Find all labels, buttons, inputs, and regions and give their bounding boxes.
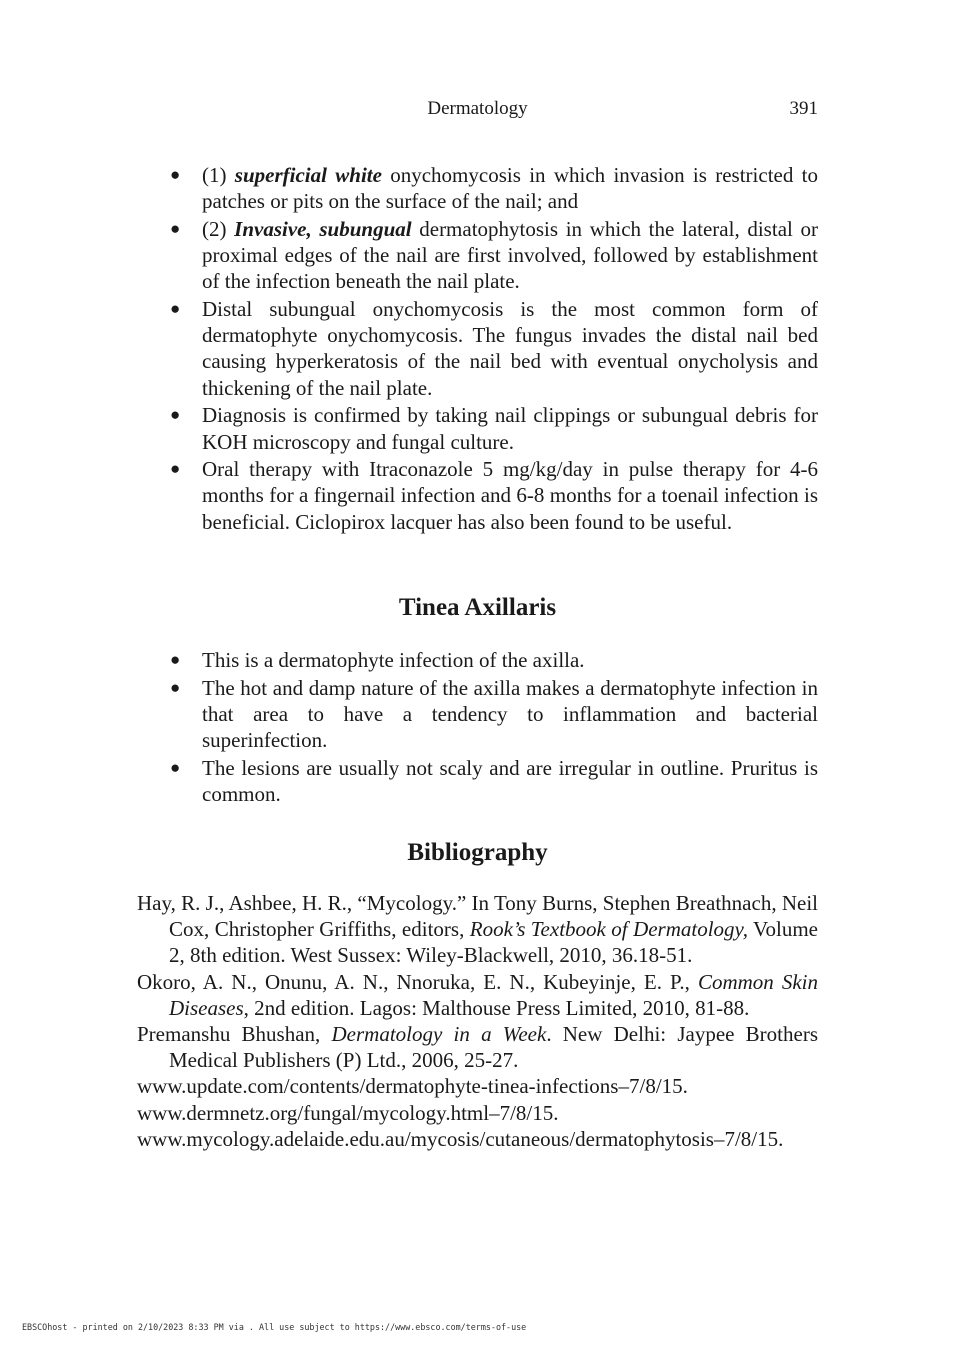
list-item: ● Distal subungual onychomycosis is the most common form of dermatophyte onychomycosis. The fungus invades the distal nail bed causing hyperkeratosis of the nail bed with eventual onycholysis and thickening of the nail plate. [170,297,818,400]
emphasis-term: superficial white [234,163,382,187]
bibliography-url-entry: www.mycology.adelaide.edu.au/mycosis/cutaneous/dermatophytosis–7/8/15. [137,1126,784,1151]
onychomycosis-section [137,162,818,536]
bibliography-entry: Hay, R. J., Ashbee, H. R., “Mycology.” In Tony Burns, Stephen Breathnach, Neil Cox, Christopher Griffiths, editors, Rook’s Textbook of Dermatology, Volume 2, 8th edition. West Sussex: Wiley-Blackwell, 2010, 36.18-51. [137,891,818,968]
running-head [137,96,818,122]
book-title: Common Skin Diseases [169,969,819,1020]
bullet-icon: ● [170,677,181,697]
bibliography-entry: Okoro, A. N., Onunu, A. N., Nnoruka, E. N., Kubeyinje, E. P., Common Skin Diseases, 2nd edition. Lagos: Malthouse Press Limited, 2010, 81-88. [137,969,819,1020]
list-item: ● This is a dermatophyte infection of the axilla. [170,648,585,672]
bibliography-section [137,837,818,869]
section-heading: Tinea Axillaris [398,594,557,621]
list-item: ● Oral therapy with Itraconazole 5 mg/kg/day in pulse therapy for 4-6 months for a fingernail infection and 6-8 months for a toenail infection is beneficial. Ciclopirox lacquer has also been found to be useful. [170,457,818,534]
bullet-icon: ● [170,218,181,238]
bibliography-entry: Premanshu Bhushan, Dermatology in a Week. New Delhi: Jaypee Brothers Medical Publishers (P) Ltd., 2006, 25-27. [137,1022,818,1073]
bibliography-url-entry: www.update.com/contents/dermatophyte-tinea-infections–7/8/15. [137,1074,688,1099]
list-item: ● (1) superficial white onychomycosis in which invasion is restricted to patches or pits on the surface of the nail; and [170,163,818,214]
bullet-icon: ● [170,405,181,425]
bullet-icon: ● [170,299,181,319]
page-number: 391 [789,98,818,119]
bibliography-url-entry: www.dermnetz.org/fungal/mycology.html–7/8/15. [137,1100,559,1125]
onychomycosis-list [137,162,818,535]
bullet-icon: ● [170,757,181,777]
list-item: ● The lesions are usually not scaly and are irregular in outline. Pruritus is common. [170,755,818,807]
bullet-icon: ● [170,650,181,669]
book-title: Dermatology in a Week [331,1022,547,1047]
list-item: ● Diagnosis is confirmed by taking nail clippings or subungual debris for KOH microscopy and fungal culture. [170,403,818,454]
list-item: ● The hot and damp nature of the axilla makes a dermatophyte infection in that area to have a tendency to inflammation and bacterial superinfection. [170,675,818,753]
tinea-axillaris-list-wrap [137,647,818,809]
section-heading: Bibliography [407,839,548,866]
list-item: ● (2) Invasive, subungual dermatophytosis in which the lateral, distal or proximal edges of the nail are first involved, followed by establishment of the infection beneath the nail plate. [170,216,818,294]
bullet-icon: ● [170,459,181,479]
book-title: Rook’s Textbook of Dermatology, [469,917,748,942]
bibliography-list [137,890,818,1152]
ebsco-footer: EBSCOhost - printed on 2/10/2023 8:33 PM via . All use subject to https://www.ebsco.com/terms-of-use [22,1322,527,1332]
running-head-title: Dermatology [427,98,528,119]
bullet-icon: ● [170,165,181,184]
tinea-axillaris-list [137,647,818,807]
tinea-axillaris-section [137,592,818,624]
emphasis-term: Invasive, subungual [234,216,412,241]
